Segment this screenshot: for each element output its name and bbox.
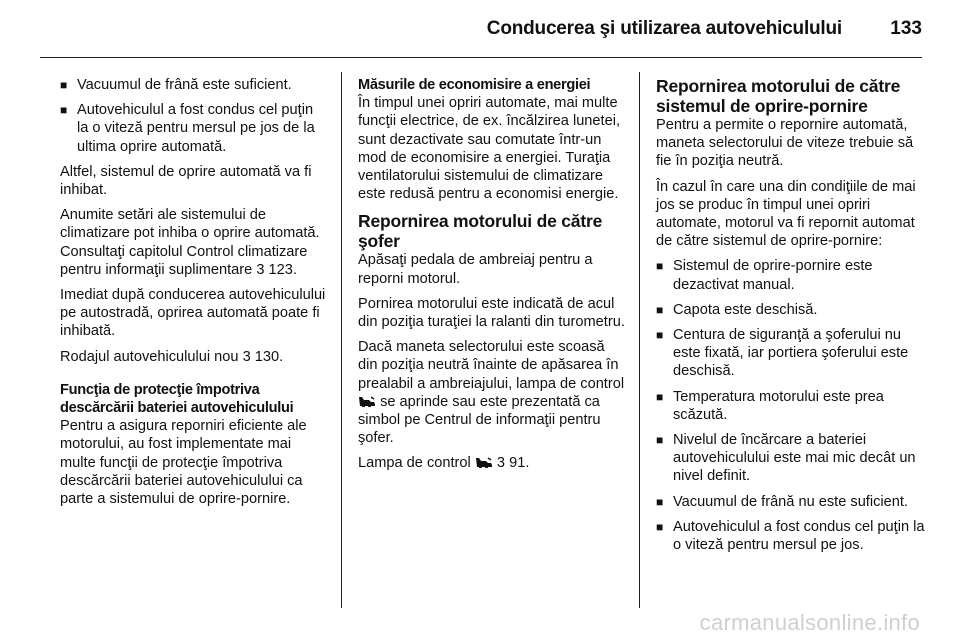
- paragraph: Rodajul autovehiculului nou 3 130.: [60, 348, 284, 365]
- bullet-icon: ■: [656, 519, 664, 534]
- paragraph: Altfel, sistemul de oprire automată va fi inhibat.: [60, 163, 312, 199]
- bullet-icon: ■: [60, 103, 68, 118]
- list-item: ■ Vacuumul de frână este suficient.: [60, 77, 292, 93]
- header-rule: [40, 57, 922, 58]
- list-item: ■ Vacuumul de frână nu este suficient.: [656, 493, 908, 510]
- list-item: ■ Capota este deschisă.: [656, 301, 818, 318]
- column-3: [656, 76, 926, 561]
- page-ref: 130.: [254, 348, 284, 365]
- list-item: ■ Nivelul de încărcare a bateriei autovehiculului este mai mic decât un nivel definit.: [656, 432, 916, 485]
- bullet-icon: ■: [60, 78, 68, 92]
- header-title: Conducerea şi utilizarea autovehiculului: [486, 18, 842, 39]
- paragraph: Anumite setări ale sistemului de climatizare pot inhiba o oprire automată. Consultaţi capitolul Control climatizare pentru informaţii suplimentare 3 123.: [60, 207, 320, 278]
- list-item: ■ Temperatura motorului este prea scăzută.: [656, 388, 884, 423]
- paragraph: Pornirea motorului este indicată de acul din poziţia turaţiei la ralanti din turometru.: [358, 295, 625, 331]
- subheading-energy-saving: Măsurile de economisire a energiei: [358, 77, 591, 93]
- paragraph: Lampa de control 3 91.: [358, 455, 530, 472]
- heading-system-restart: Repornirea motorului de către sistemul de oprire-pornire: [656, 76, 901, 116]
- column-divider-2: [639, 72, 640, 608]
- paragraph: Imediat după conducerea autovehiculului pe autostradă, oprirea automată poate fi inhibată.: [60, 287, 326, 340]
- column-divider-1: [341, 72, 342, 608]
- paragraph: În cazul în care una din condiţiile de mai jos se produc în timpul unei opriri automate, motorul va fi repornit automat de către sistemul de oprire-pornire:: [656, 178, 916, 250]
- page-ref: 91.: [509, 455, 530, 472]
- bullet-icon: ■: [656, 328, 664, 343]
- page-ref-icon: 3: [496, 455, 506, 472]
- subheading-battery-protection: Funcţia de protecţie împotriva descărcării bateriei autovehiculului: [60, 381, 294, 417]
- bullet-icon: ■: [656, 302, 664, 317]
- paragraph: Apăsaţi pedala de ambreiaj pentru a reporni motorul.: [358, 252, 593, 287]
- list-item: ■ Sistemul de oprire-pornire este dezactivat manual.: [656, 258, 873, 293]
- paragraph: În timpul unei opriri automate, mai multe funcţii electrice, de ex. încălzirea lunetei, sunt dezactivate sau comutate într-un mod de economisire a energiei. Turaţia ventilatorului sistemului de climatizare este redusă pentru a economisi energie.: [358, 95, 621, 203]
- list-item: ■ Centura de siguranţă a şoferului nu este fixată, iar portiera şoferului este deschisă.: [656, 327, 909, 380]
- page-header: [0, 14, 960, 48]
- page-number: 133: [890, 18, 922, 39]
- paragraph: Pentru a permite o repornire automată, maneta selectorului de viteze trebuie să fie în poziţia neutră.: [656, 117, 914, 170]
- heading-driver-restart: Repornirea motorului de către şofer: [358, 211, 603, 252]
- bullet-icon: ■: [656, 494, 664, 509]
- paragraph: Dacă maneta selectorului este scoasă din poziţia neutră înainte de apăsarea în prealabil a ambreiajului, lampa de control se aprinde sau este prezentată ca simbol pe Centrul de informaţii pentru şofer.: [358, 339, 625, 447]
- paragraph: Pentru a asigura reporniri eficiente ale motorului, au fost implementate mai multe funcţii de protecţie împotriva descărcării bateriei autovehiculului ca parte a sistemului de oprire-pornire.: [60, 418, 307, 508]
- list-item: ■ Autovehiculul a fost condus cel puţin la o viteză pentru mersul pe jos.: [656, 518, 925, 554]
- page-ref-icon: 3: [242, 348, 251, 365]
- column-2: [358, 76, 628, 480]
- bullet-icon: ■: [656, 389, 664, 404]
- column-1: [60, 76, 328, 515]
- watermark: carmanualsonline.info: [699, 610, 920, 635]
- list-item: ■ Autovehiculul a fost condus cel puţin la o viteză pentru mersul pe jos de la ultima oprire automată.: [60, 102, 315, 155]
- bullet-icon: ■: [656, 259, 664, 274]
- page-ref: 123.: [268, 261, 297, 278]
- bullet-list-1: [60, 76, 328, 156]
- auto-stop-car-icon: [475, 456, 493, 468]
- auto-stop-car-icon: [358, 395, 376, 407]
- bullet-icon: ■: [656, 433, 664, 448]
- bullet-list-2: [656, 257, 926, 554]
- page-ref-icon: 3: [256, 261, 265, 278]
